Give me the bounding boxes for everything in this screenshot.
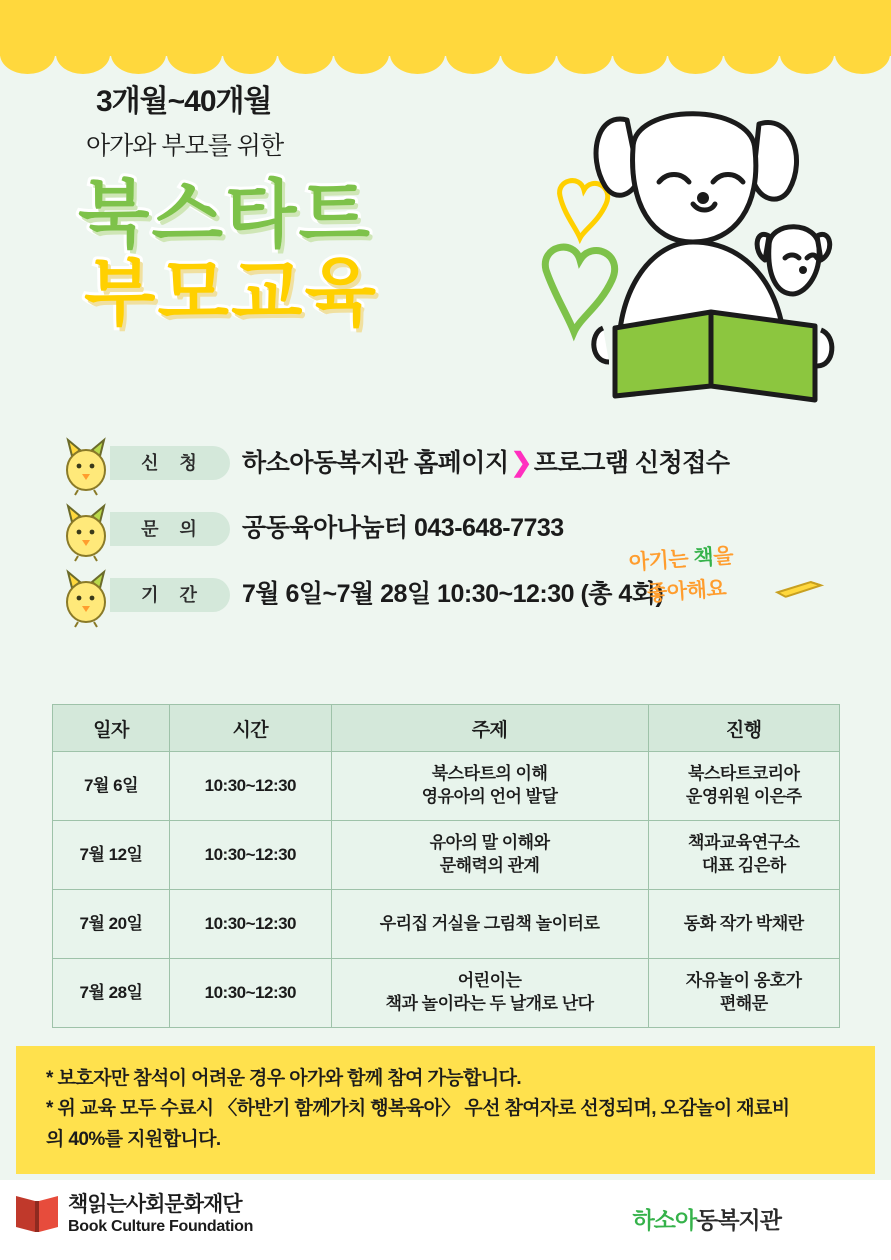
- cell-topic: 우리집 거실을 그림책 놀이터로: [331, 890, 648, 959]
- header-host: 진행: [648, 705, 839, 752]
- title-line-2: 부모교육: [84, 251, 378, 335]
- haso-welfare-center-logo: [632, 1202, 781, 1235]
- handwritten-note: [628, 533, 822, 616]
- table-row: [53, 821, 840, 890]
- application-site-text: 하소아동복지관 홈페이지: [242, 449, 509, 477]
- note-line-1: * 보호자만 참석이 어려운 경우 아가와 함께 참여 가능합니다.: [46, 1068, 522, 1089]
- headline-block: [78, 76, 548, 333]
- foundation-name: [68, 1188, 253, 1236]
- topic-line-1: 어린이는: [457, 971, 522, 991]
- host-line-2: 대표 김은하: [701, 856, 786, 875]
- dog-reading-illustration: [563, 78, 863, 408]
- schedule-table: [52, 704, 840, 1028]
- info-text-contact: 공동육아나눔터 043-648-7733: [242, 514, 564, 542]
- scallop-edge: [0, 34, 891, 74]
- cell-topic: [331, 752, 648, 821]
- title-line-1: 북스타트: [78, 173, 372, 256]
- cell-topic: [331, 821, 648, 890]
- cell-time: 10:30~12:30: [170, 890, 332, 959]
- cell-time: 10:30~12:30: [170, 752, 332, 821]
- header-time: 시간: [170, 705, 332, 752]
- footer: [0, 1180, 891, 1260]
- foundation-name-ko: 책읽는사회문화재단: [68, 1193, 242, 1216]
- header-date: 일자: [53, 705, 170, 752]
- table-row: [53, 959, 840, 1028]
- note-line-3: 의 40%를 지원합니다.: [46, 1128, 221, 1150]
- cell-date: 7월 6일: [53, 752, 170, 821]
- info-label-contact: 문 의: [110, 512, 230, 546]
- chick-icon: [58, 500, 114, 562]
- cell-date: 7월 12일: [53, 821, 170, 890]
- center-name-part-1: 하소아: [632, 1207, 697, 1233]
- note-text-c: 을: [712, 544, 734, 569]
- cell-host: 동화 작가 박채란: [648, 890, 839, 959]
- chick-icon: [58, 434, 114, 496]
- info-label-application: 신 청: [110, 446, 230, 480]
- topic-line-1: 유아의 말 이해와: [429, 833, 550, 853]
- chick-icon: [58, 566, 114, 628]
- info-text-period: 7월 6일~7월 28일 10:30~12:30 (총 4회): [242, 580, 664, 608]
- host-line-1: 북스타트코리아: [688, 764, 800, 784]
- topic-line-1: 북스타트의 이해: [431, 764, 548, 784]
- topic-line-2: 영유아의 언어 발달: [421, 787, 558, 806]
- notes-box: [16, 1046, 875, 1174]
- info-label-period: 기 간: [110, 578, 230, 612]
- book-culture-foundation-logo: [14, 1188, 253, 1236]
- center-name-part-2: 동복지관: [696, 1207, 781, 1233]
- note-text-b: 책: [692, 545, 715, 571]
- cell-date: 7월 28일: [53, 959, 170, 1028]
- poster-title: [78, 173, 548, 335]
- table-row: [53, 752, 840, 821]
- chevron-right-icon: ❯: [510, 447, 532, 477]
- handwritten-note-line-2: 좋아해요: [646, 576, 727, 606]
- info-rows: [52, 432, 842, 630]
- crayon-icon: [771, 577, 826, 599]
- note-text-a: 아기는: [628, 547, 695, 575]
- table-header-row: [53, 705, 840, 752]
- foundation-name-en: Book Culture Foundation: [68, 1218, 254, 1235]
- cell-host: [648, 959, 839, 1028]
- cell-host: [648, 752, 839, 821]
- topic-line-2: 책과 놀이라는 두 날개로 난다: [385, 994, 594, 1013]
- topic-line-2: 문해력의 관계: [439, 856, 540, 875]
- host-line-2: 편해문: [719, 994, 768, 1013]
- cell-time: 10:30~12:30: [170, 821, 332, 890]
- open-book-icon: [14, 1190, 60, 1234]
- host-line-1: 책과교육연구소: [688, 833, 800, 853]
- host-line-1: 자유놀이 옹호가: [685, 971, 802, 991]
- table-row: [53, 890, 840, 959]
- headline-subtitle: 아가와 부모를 위한: [86, 132, 284, 160]
- info-text-application: [242, 440, 730, 485]
- application-path-text: 프로그램 신청접수: [533, 449, 730, 477]
- cell-host: [648, 821, 839, 890]
- age-range-text: 3개월~40개월: [96, 85, 272, 118]
- cell-date: 7월 20일: [53, 890, 170, 959]
- info-row-application: [52, 432, 842, 498]
- note-line-2: * 위 교육 모두 수료시 〈하반기 함께가치 행복육아〉 우선 참여자로 선정되며, 오감놀이 재료비: [46, 1098, 790, 1120]
- cell-time: 10:30~12:30: [170, 959, 332, 1028]
- header-topic: 주제: [331, 705, 648, 752]
- host-line-2: 운영위원 이은주: [685, 787, 802, 806]
- cell-topic: [331, 959, 648, 1028]
